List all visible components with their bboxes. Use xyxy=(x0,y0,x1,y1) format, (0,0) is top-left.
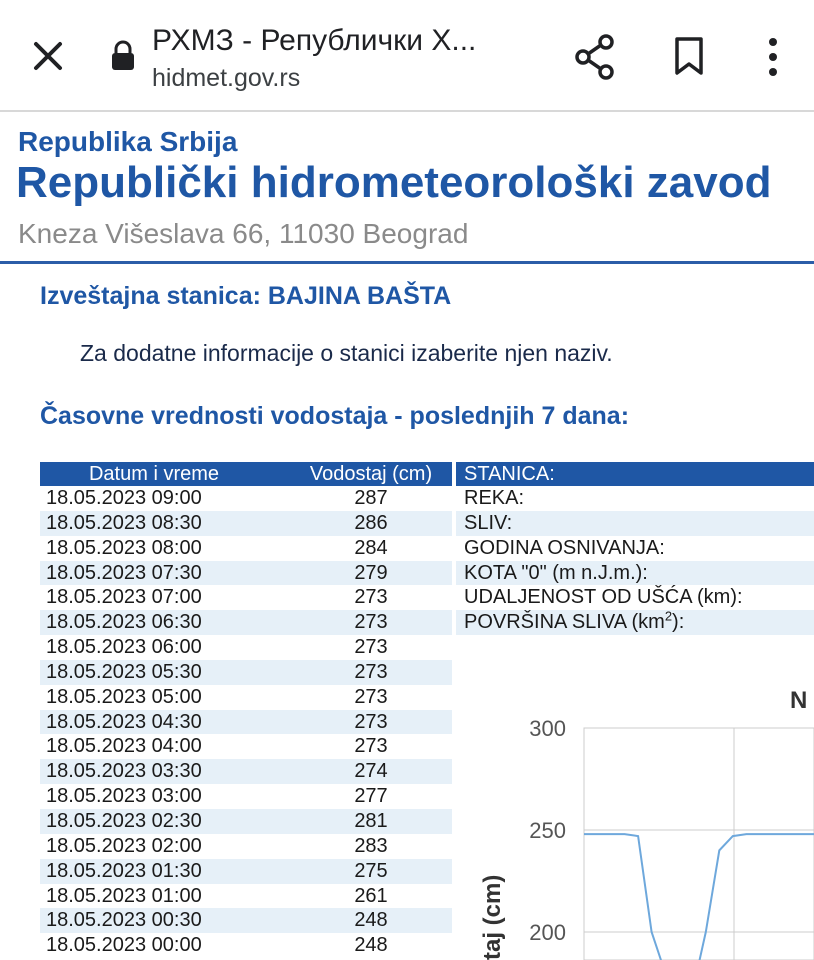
row-level: 287 xyxy=(354,487,388,509)
row-level: 248 xyxy=(354,909,388,932)
y-tick-label: 300 xyxy=(529,716,566,741)
row-datetime: 18.05.2023 00:00 xyxy=(46,934,202,957)
station-info-table xyxy=(456,486,814,635)
basin-area-label: POVRŠINA SLIVA (km xyxy=(464,611,665,634)
water-level-table xyxy=(40,486,452,958)
row-datetime: 18.05.2023 03:30 xyxy=(46,760,202,783)
row-level: 261 xyxy=(354,884,388,907)
station-title: Izveštajna stanica: BAJINA BAŠTA xyxy=(40,282,452,310)
station-basin-area xyxy=(456,610,814,635)
chart-title: N xyxy=(790,687,808,714)
site-header xyxy=(0,114,814,264)
site-address: Kneza Višeslava 66, 11030 Beograd xyxy=(18,218,469,249)
row-datetime: 18.05.2023 04:30 xyxy=(46,710,202,733)
bookmark-icon[interactable] xyxy=(672,36,706,76)
site-country: Republika Srbija xyxy=(18,126,238,157)
y-tick-label: 200 xyxy=(529,920,566,945)
row-level: 273 xyxy=(354,636,388,659)
basin-area-end: ): xyxy=(672,611,685,634)
chart-y-ticks xyxy=(529,716,566,945)
table-row xyxy=(40,834,452,859)
row-level: 273 xyxy=(354,685,388,708)
row-level: 275 xyxy=(354,859,388,882)
table-header xyxy=(40,462,452,486)
row-datetime: 18.05.2023 03:00 xyxy=(46,785,202,808)
table-row xyxy=(40,884,452,909)
row-datetime: 18.05.2023 09:00 xyxy=(46,487,202,509)
row-level: 281 xyxy=(354,809,388,832)
row-level: 273 xyxy=(354,735,388,758)
table-row xyxy=(40,536,452,561)
row-datetime: 18.05.2023 07:00 xyxy=(46,586,202,609)
station-info-text: Za dodatne informacije o stanici izaberite njen naziv. xyxy=(80,340,613,366)
row-datetime: 18.05.2023 05:00 xyxy=(46,685,202,708)
row-datetime: 18.05.2023 00:30 xyxy=(46,909,202,932)
row-level: 273 xyxy=(354,710,388,733)
row-datetime: 18.05.2023 02:00 xyxy=(46,834,202,857)
table-row xyxy=(40,486,452,511)
table-row xyxy=(40,710,452,735)
table-row xyxy=(40,685,452,710)
table-row xyxy=(40,859,452,884)
plot-area xyxy=(584,728,814,960)
table-row xyxy=(40,635,452,660)
row-level: 273 xyxy=(354,611,388,634)
table-row xyxy=(40,585,452,610)
row-datetime: 18.05.2023 04:00 xyxy=(46,735,202,758)
row-level: 284 xyxy=(354,536,388,559)
section-title: Časovne vrednosti vodostaja - poslednjih 7 dana: xyxy=(40,402,630,430)
table-row xyxy=(40,561,452,586)
page-title: РХМЗ - Републички Х... xyxy=(152,24,477,57)
row-level: 277 xyxy=(354,785,388,808)
share-icon[interactable] xyxy=(574,34,616,80)
row-level: 286 xyxy=(354,511,388,534)
row-datetime: 18.05.2023 07:30 xyxy=(46,561,202,584)
site-organization[interactable]: Republički hidrometeorološki zavod xyxy=(16,158,772,207)
row-level: 274 xyxy=(354,760,388,783)
basin-area-sup: 2 xyxy=(664,608,673,624)
y-tick-label: 250 xyxy=(529,818,566,843)
row-datetime: 18.05.2023 02:30 xyxy=(46,809,202,832)
station-founded: GODINA OSNIVANJA: xyxy=(464,536,665,559)
col-level-header: Vodostaj (cm) xyxy=(309,463,433,485)
table-row xyxy=(40,610,452,635)
chart-y-label: taj (cm) xyxy=(479,874,506,960)
more-options-icon[interactable] xyxy=(758,36,788,78)
station-header[interactable]: STANICA: xyxy=(456,462,814,486)
table-row xyxy=(40,734,452,759)
row-datetime: 18.05.2023 06:00 xyxy=(46,636,202,659)
row-datetime: 18.05.2023 01:30 xyxy=(46,859,202,882)
row-datetime: 18.05.2023 01:00 xyxy=(46,884,202,907)
row-datetime: 18.05.2023 06:30 xyxy=(46,611,202,634)
table-row xyxy=(40,660,452,685)
table-row xyxy=(40,809,452,834)
water-level-chart xyxy=(456,680,814,960)
table-row xyxy=(40,759,452,784)
table-row xyxy=(40,908,452,933)
lock-icon xyxy=(110,40,136,72)
station-basin: SLIV: xyxy=(456,511,814,536)
row-datetime: 18.05.2023 05:30 xyxy=(46,660,202,683)
table-row xyxy=(40,933,452,958)
col-datetime-header: Datum i vreme xyxy=(88,463,220,485)
station-zero-elevation: KOTA "0" (m n.J.m.): xyxy=(456,561,814,586)
row-level: 273 xyxy=(354,660,388,683)
row-level: 248 xyxy=(354,934,388,957)
browser-toolbar xyxy=(0,0,814,112)
row-datetime: 18.05.2023 08:00 xyxy=(46,536,202,559)
row-datetime: 18.05.2023 08:30 xyxy=(46,511,202,534)
row-level: 279 xyxy=(354,561,388,584)
page-url[interactable]: hidmet.gov.rs xyxy=(152,64,301,92)
station-river: REKA: xyxy=(464,487,525,509)
row-level: 283 xyxy=(354,834,388,857)
table-row xyxy=(40,511,452,536)
table-row xyxy=(40,784,452,809)
station-distance: UDALJENOST OD UŠĆA (km): xyxy=(464,586,743,609)
close-icon[interactable] xyxy=(28,36,68,76)
row-level: 273 xyxy=(354,586,388,609)
